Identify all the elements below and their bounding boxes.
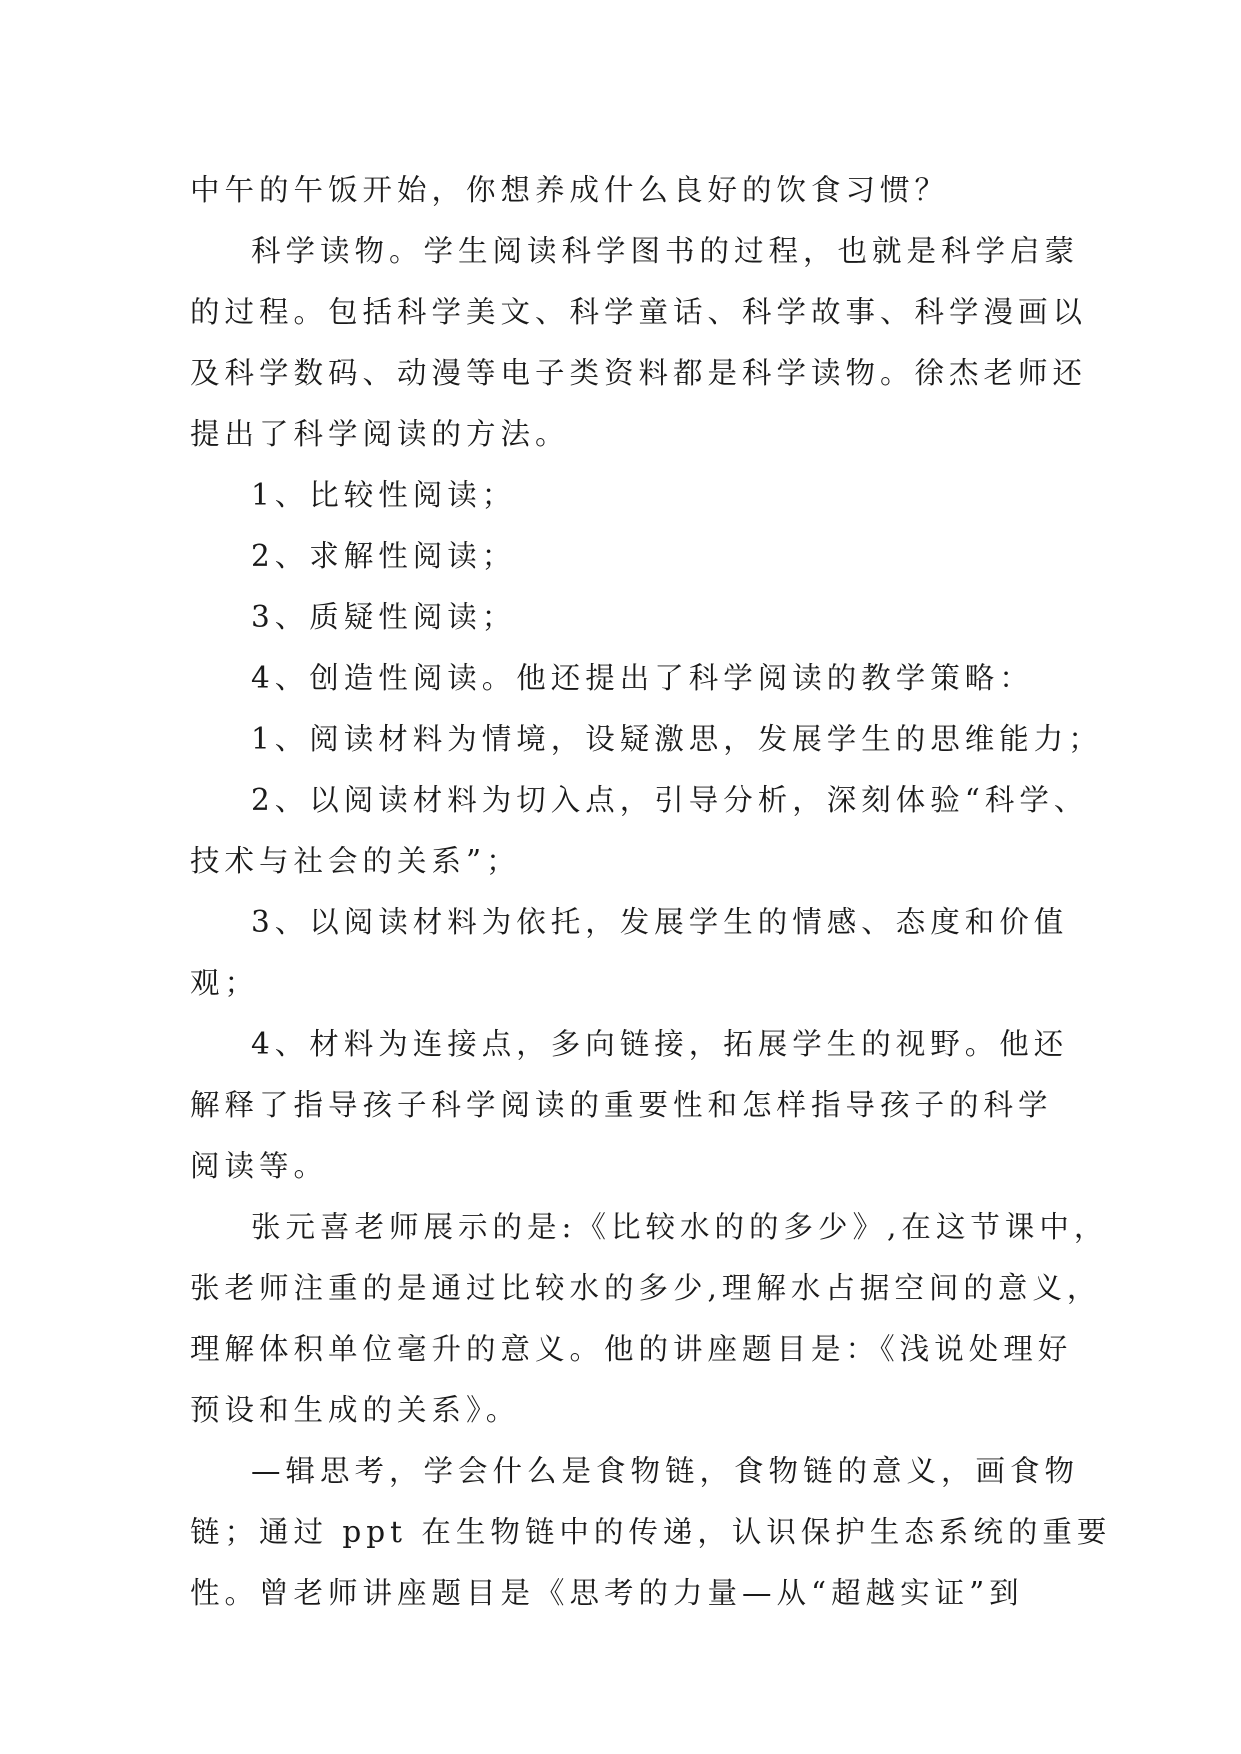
list-item: 3、以阅读材料为依托，发展学生的情感、态度和价值 (251, 905, 1069, 939)
list-item: 4、创造性阅读。他还提出了科学阅读的教学策略： (251, 661, 1034, 695)
list-item: 2、以阅读材料为切入点，引导分析，深刻体验“科学、 (251, 783, 1089, 817)
text-line: 提出了科学阅读的方法。 (190, 417, 570, 451)
text-line: 技术与社会的关系”； (190, 844, 521, 878)
text-line: 阅读等。 (190, 1149, 329, 1183)
text-line: 预设和生成的关系》。 (190, 1393, 521, 1427)
text-line: 科学读物。学生阅读科学图书的过程，也就是科学启蒙 (251, 234, 1080, 268)
document-body (190, 160, 1112, 1624)
text-line: 观； (190, 966, 260, 1000)
text-line: 的过程。包括科学美文、科学童话、科学故事、科学漫画以 (190, 295, 1088, 329)
list-item: 2、求解性阅读； (251, 539, 517, 573)
text-line: 链；通过 ppt 在生物链中的传递，认识保护生态系统的重要 (190, 1515, 1112, 1549)
text-line: 中午的午饭开始，你想养成什么良好的饮食习惯？ (190, 173, 950, 207)
text-line: 解释了指导孩子科学阅读的重要性和怎样指导孩子的科学 (190, 1088, 1053, 1122)
text-line: 性。曾老师讲座题目是《思考的力量—从“超越实证”到 (190, 1576, 1024, 1610)
text-line: 张元喜老师展示的是:《比较水的的多少》,在这节课中， (251, 1210, 1109, 1244)
list-item: 1、比较性阅读； (251, 478, 517, 512)
text-line: 张老师注重的是通过比较水的多少,理解水占据空间的意义， (190, 1271, 1102, 1305)
list-item: 4、材料为连接点，多向链接，拓展学生的视野。他还 (251, 1027, 1069, 1061)
list-item: 1、阅读材料为情境，设疑激思，发展学生的思维能力； (251, 722, 1103, 756)
text-line: 理解体积单位毫升的意义。他的讲座题目是：《浅说处理好 (190, 1332, 1073, 1366)
text-line: 及科学数码、动漫等电子类资料都是科学读物。徐杰老师还 (190, 356, 1088, 390)
text-line: —辑思考，学会什么是食物链，食物链的意义，画食物 (251, 1454, 1080, 1488)
list-item: 3、质疑性阅读； (251, 600, 517, 634)
